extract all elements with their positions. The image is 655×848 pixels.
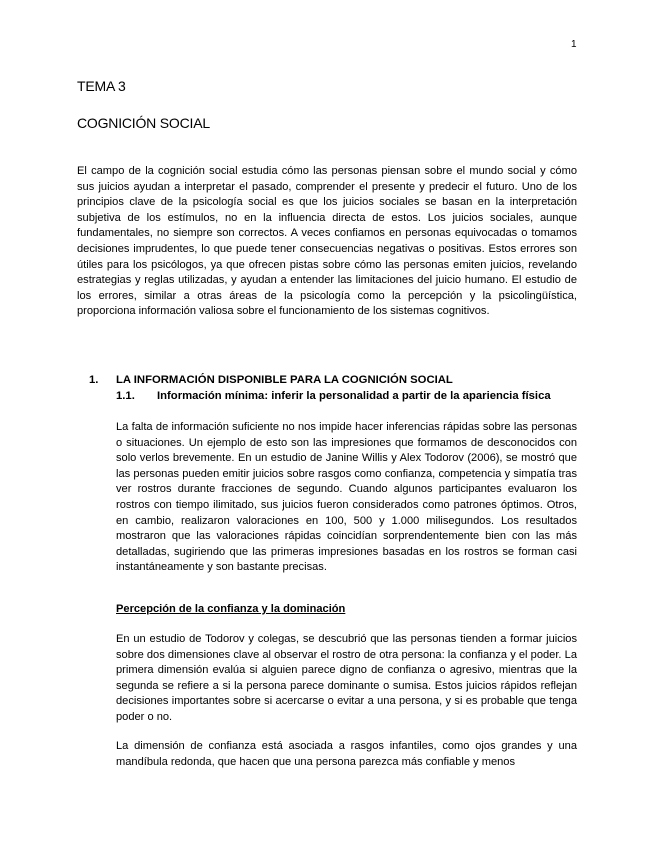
page-number: 1 (571, 39, 577, 50)
section-title: LA INFORMACIÓN DISPONIBLE PARA LA COGNICIÓN SOCIAL (116, 374, 453, 386)
body-paragraph-3: La dimensión de confianza está asociada a rasgos infantiles, como ojos grandes y una mandíbula redonda, que hacen que una persona parezca más confiable y menos (116, 740, 577, 768)
body-paragraph-2: En un estudio de Todorov y colegas, se descubrió que las personas tienden a formar juicios sobre dos dimensiones clave al observar el rostro de otra persona: la confianza y el poder. La primera dimensión evalúa si alguien parece digno de confianza o agresivo, mientras que la segunda se refiere a si la persona parece dominante o sumisa. Estos juicios rápidos reflejan decisiones importantes sobre si acercarse o evitar a una persona, y si es probable que tenga poder o no. (116, 633, 577, 723)
chapter-label: TEMA 3 (77, 78, 126, 94)
intro-paragraph: El campo de la cognición social estudia cómo las personas piensan sobre el mundo social y cómo sus juicios ayudan a interpretar el pasado, comprender el presente y predecir el futuro. Uno de los principios clave de la psicología social es que los juicios sociales se basan en la interpretación subjetiva de los estímulos, no en la influencia directa de estos. Los juicios sociales, aunque fundamentales, no siempre son correctos. A veces confiamos en personas equivocadas o tomamos decisiones imprudentes, lo que puede tener consecuencias negativas o positivas. Estos errores son útiles para los psicólogos, ya que ofrecen pistas sobre cómo las personas emiten juicios, revelando estrategias y reglas utilizadas, y ayudan a entender las limitaciones del juicio humano. El estudio de los errores, similar a otras áreas de la psicología como la percepción y la psicolingüística, proporciona información valiosa sobre el funcionamiento de los sistemas cognitivos. (77, 165, 577, 318)
section-number: 1. (89, 374, 99, 386)
subsection-number: 1.1. (116, 390, 135, 402)
subsection-title: Información mínima: inferir la personalidad a partir de la apariencia física (157, 390, 551, 402)
subheading-trust-dominance: Percepción de la confianza y la dominación (116, 603, 346, 615)
chapter-title: COGNICIÓN SOCIAL (77, 115, 210, 131)
body-paragraph-1: La falta de información suficiente no nos impide hacer inferencias rápidas sobre las personas o situaciones. Un ejemplo de esto son las impresiones que formamos de desconocidos con solo verlos brevemente. En un estudio de Janine Willis y Alex Todorov (2006), se mostró que las personas pueden emitir juicios sobre rasgos como confianza, competencia y simpatía tras ver rostros durante fracciones de segundo. Cuando algunos participantes evaluaron los rostros con tiempo ilimitado, sus juicios fueron considerados como patrones óptimos. Otros, en cambio, realizaron valoraciones en 100, 500 y 1.000 milisegundos. Los resultados mostraron que las valoraciones rápidas coincidían sorprendentemente bien con las más detalladas, sugiriendo que las primeras impresiones basadas en los rostros se forman casi instantáneamente y son bastante precisas. (116, 421, 577, 574)
